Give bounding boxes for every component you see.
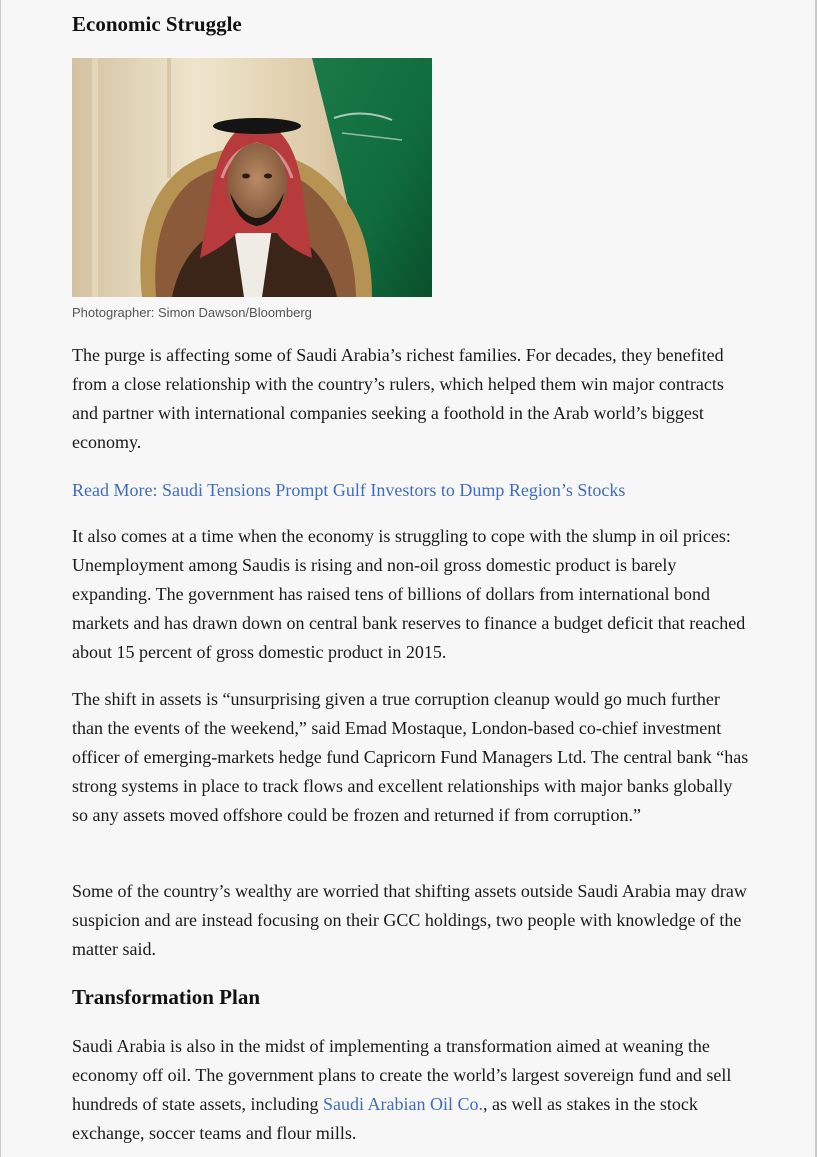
paragraph-3: The shift in assets is “unsurprising given a true corruption cleanup would go much further than the events of the weekend,” said Emad Mostaque, London-based co-chief investment officer of emerging-markets hedge fund Capricorn Fund Managers Ltd. The central bank “has strong systems in place to track flows and excellent relationships with major banks globally so any assets moved offshore could be frozen and returned if from corruption.” — [72, 689, 749, 825]
read-more-link[interactable]: Read More: Saudi Tensions Prompt Gulf Investors to Dump Region’s Stocks — [72, 480, 626, 500]
paragraph-5-text-start: Saudi Arabia is also in the midst of implementing a transformation aimed at weaning the economy off oil. The government plans to create the world’s largest sovereign fund and sell hundreds of state assets, including — [72, 1036, 732, 1114]
section-heading-economic-struggle: Economic Struggle — [72, 12, 242, 36]
paragraph-2: It also comes at a time when the economy is struggling to cope with the slump in oil prices: Unemployment among Saudis is rising and non-oil gross domestic product is barely expanding. The government has raised tens of billions of dollars from international bond markets and has drawn down on central bank reserves to finance a budget deficit that reached about 15 percent of gross domestic product in 2015. — [72, 526, 746, 662]
photo-illustration — [72, 58, 432, 297]
paragraph-4: Some of the country’s wealthy are worried that shifting assets outside Saudi Arabia may draw suspicion and are instead focusing on their GCC holdings, two people with knowledge of the matter said. — [72, 881, 747, 959]
paragraph-5-text-end: , as well as stakes in the stock exchange, soccer teams and flour mills. — [72, 1094, 698, 1143]
article-photo — [72, 58, 432, 297]
page-border-left — [0, 0, 1, 1157]
paragraph-5 — [72, 1032, 752, 1148]
paragraph-1: The purge is affecting some of Saudi Arabia’s richest families. For decades, they benefited from a close relationship with the country’s rulers, which helped them win major contracts and partner with international companies seeking a foothold in the Arab world’s biggest economy. — [72, 345, 724, 452]
saudi-aramco-link[interactable]: Saudi Arabian Oil Co. — [322, 1094, 483, 1114]
section-heading-transformation-plan: Transformation Plan — [72, 985, 261, 1009]
photo-caption: Photographer: Simon Dawson/Bloomberg — [72, 305, 312, 320]
